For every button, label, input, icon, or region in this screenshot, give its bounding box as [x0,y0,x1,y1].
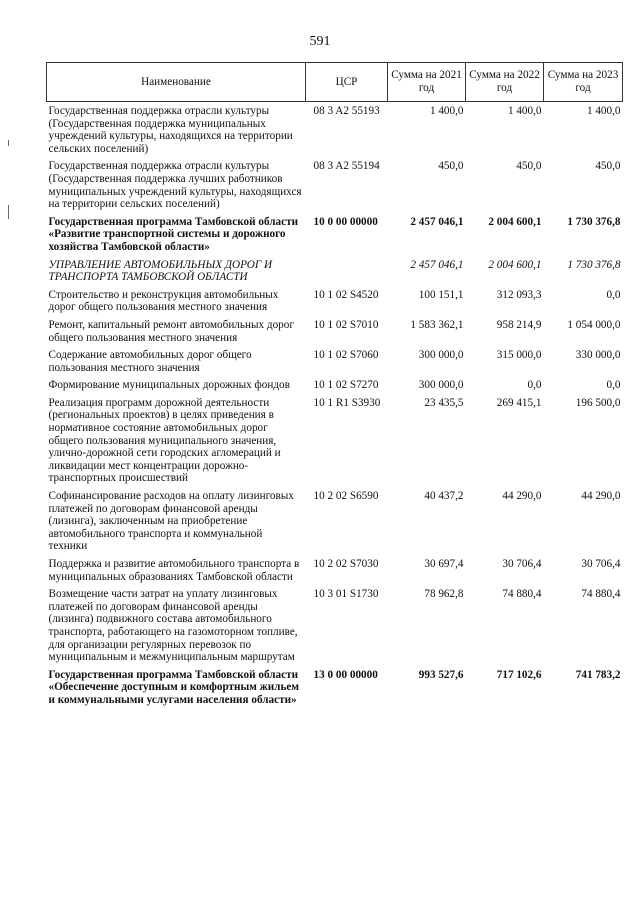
row-amount-2021: 300 000,0 [418,349,464,362]
page-number: 591 [309,34,331,49]
row-name-cell: Государственная поддержка отрасли культуры (Государственная поддержка лучших работников муниципальных учреждений культуры, находящихся на территории сельских поселений) [48,160,302,211]
column-header-code: ЦСР [306,63,388,102]
row-amount-2023: 0,0 [606,288,621,301]
table-body [47,102,623,710]
row-name-cell: Возмещение части затрат на уплату лизинговых платежей по договорам финансовой аренды (лизинга) подвижного состава автомобильного транспорта, работающего на газомоторном топливе, для организации регулярных перевозок по муниципальным и межмуниципальным маршрутам [48,588,298,664]
program-row [47,667,623,710]
row-amount-2023: 450,0 [595,160,621,173]
row-name-cell: Содержание автомобильных дорог общего пользования местного значения [48,349,252,374]
row-amount-2022: 958 214,9 [496,318,542,331]
table-row [47,556,623,586]
budget-table [46,62,623,710]
row-amount-2021: 2 457 046,1 [410,258,464,271]
row-code-cell: 10 1 R1 S3930 [313,396,381,409]
row-name-cell: Государственная программа Тамбовской области «Развитие транспортной системы и дорожного хозяйства Тамбовской области» [48,215,299,253]
row-code-cell: 10 0 00 00000 [313,215,378,228]
margin-mark [8,205,9,219]
row-amount-2022: 30 706,4 [502,558,542,570]
row-name-cell: Государственная программа Тамбовской области «Обеспечение доступным и комфортным жильем и коммунальными услугами населения области» [48,668,299,706]
table-row [47,102,623,159]
table-row [47,395,623,488]
table-row [47,287,623,317]
table-row [47,488,623,556]
row-name-cell: Формирование муниципальных дорожных фондов [48,379,290,392]
row-amount-2023: 1 730 376,8 [567,215,621,228]
table-row [47,586,623,667]
row-amount-2021: 2 457 046,1 [410,215,464,228]
row-code-cell: 10 2 02 S7030 [313,558,379,570]
row-amount-2021: 450,0 [438,160,464,173]
row-code-cell: 10 1 02 S4520 [313,288,379,301]
column-header-2022: Сумма на 2022 год [466,63,544,102]
row-code-cell [306,257,388,287]
row-amount-2022: 717 102,6 [496,668,542,681]
row-amount-2023: 1 400,0 [586,105,621,117]
row-name-cell: Софинансирование расходов на оплату лизинговых платежей по договорам финансовой аренды (лизинга), заключенным на приобретение автомобильного транспорта и коммунальной техники [48,490,294,553]
row-amount-2022: 74 880,4 [502,588,542,601]
row-name-cell: УПРАВЛЕНИЕ АВТОМОБИЛЬНЫХ ДОРОГ И ТРАНСПОРТА ТАМБОВСКОЙ ОБЛАСТИ [48,258,273,284]
row-amount-2021: 993 527,6 [418,668,464,681]
table-row [47,347,623,377]
row-amount-2023: 741 783,2 [575,668,621,681]
table-row [47,377,623,395]
row-amount-2021: 300 000,0 [418,379,464,392]
row-name-cell: Строительство и реконструкция автомобильных дорог общего пользования местного значения [48,288,279,314]
row-amount-2022: 269 415,1 [496,396,542,409]
row-amount-2022: 312 093,3 [496,288,542,301]
agency-row [47,257,623,287]
row-amount-2022: 0,0 [527,379,542,392]
row-name-cell: Государственная поддержка отрасли культуры (Государственная поддержка муниципальных учреждений культуры, находящихся на территории сельских поселений) [48,105,293,155]
row-code-cell: 13 0 00 00000 [313,668,378,681]
row-amount-2022: 2 004 600,1 [488,258,542,271]
row-amount-2022: 450,0 [516,160,542,173]
row-amount-2021: 23 435,5 [424,396,464,409]
column-header-name: Наименование [47,63,306,102]
row-amount-2023: 30 706,4 [581,558,621,570]
row-amount-2023: 44 290,0 [581,490,621,503]
row-code-cell: 08 3 A2 55194 [313,160,380,173]
row-name-cell: Ремонт, капитальный ремонт автомобильных дорог общего пользования местного значения [48,318,294,344]
table-row [47,317,623,347]
row-amount-2023: 0,0 [606,379,621,392]
row-amount-2021: 78 962,8 [424,588,464,601]
row-amount-2021: 1 583 362,1 [410,318,464,331]
row-code-cell: 10 3 01 S1730 [313,588,379,601]
row-code-cell: 10 1 02 S7010 [313,318,379,331]
table-row [47,158,623,213]
row-amount-2023: 74 880,4 [581,588,621,601]
row-amount-2022: 44 290,0 [502,490,542,503]
row-code-cell: 08 3 A2 55193 [313,105,380,117]
column-header-2021: Сумма на 2021 год [388,63,466,102]
table-header-row [47,63,623,102]
row-amount-2023: 1 054 000,0 [567,318,621,331]
row-amount-2022: 1 400,0 [507,105,542,117]
margin-mark [8,140,9,146]
row-name-cell: Реализация программ дорожной деятельности (региональных проектов) в целях приведения в нормативное состояние автомобильных дорог общего пользования муниципального значения, улично-дорожной сети городских агломераций и ликвидации мест концентрации дорожно-транспортных происшествий [48,396,281,485]
row-amount-2023: 330 000,0 [575,349,621,362]
row-amount-2021: 30 697,4 [424,558,464,570]
row-code-cell: 10 1 02 S7060 [313,349,379,362]
row-amount-2021: 1 400,0 [429,105,464,117]
program-row [47,214,623,257]
column-header-2023: Сумма на 2023 год [544,63,623,102]
row-amount-2022: 315 000,0 [496,349,542,362]
row-name-cell: Поддержка и развитие автомобильного транспорта в муниципальных образованиях Тамбовской области [48,558,300,583]
row-amount-2023: 196 500,0 [575,396,621,409]
row-amount-2023: 1 730 376,8 [567,258,621,271]
row-amount-2021: 100 151,1 [418,288,464,301]
row-code-cell: 10 2 02 S6590 [313,490,379,503]
row-amount-2021: 40 437,2 [424,490,464,503]
row-code-cell: 10 1 02 S7270 [313,379,379,392]
row-amount-2022: 2 004 600,1 [488,215,542,228]
